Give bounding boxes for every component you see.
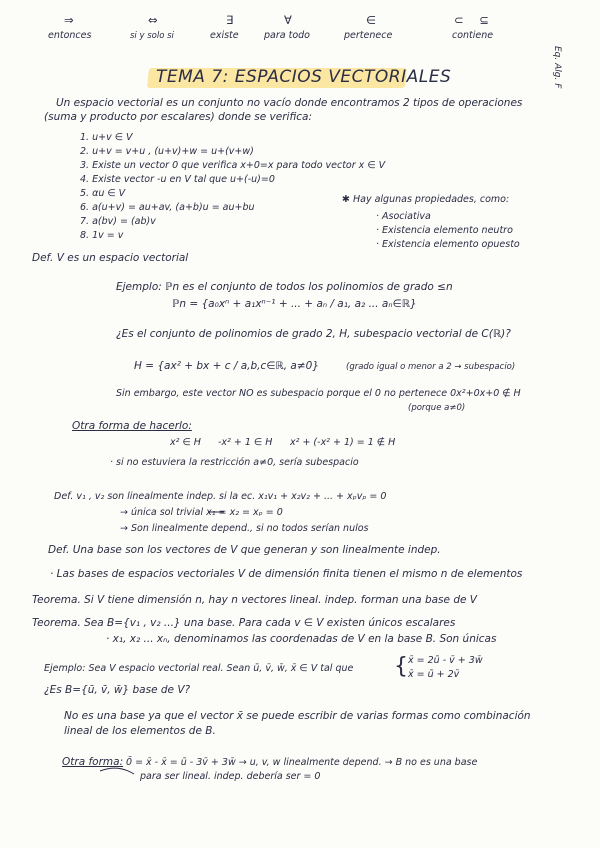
bases-note: · Las bases de espacios vectoriales V de dimensión finita tienen el mismo n de elementos (50, 568, 523, 580)
implies-symbol: ⇒ (64, 13, 74, 27)
subset-meaning: contiene (452, 30, 494, 41)
forall-symbol: ∀ (284, 13, 292, 27)
other-way-expr: -x² + 1 ∈ H (218, 437, 273, 448)
other-way2-line1: 0̄ = x̄ - x̄ = ū - 3v̄ + 3w̄ → u, v, w linealmente depend. → B no es una base (126, 757, 478, 768)
example2-system-eq2: x̄ = ū + 2v̄ (408, 669, 460, 680)
curved-arrow-stroke (100, 768, 134, 774)
axiom-item: 5. αu ∈ V (80, 188, 126, 199)
property-item: · Existencia elemento opuesto (376, 239, 520, 250)
def-independence-line1: Def. v₁ , v₂ son linealmente indep. si la ec. x₁v₁ + x₂v₂ + ... + xₚvₚ = 0 (54, 491, 387, 502)
side-note: Eq. Alg. F (552, 46, 562, 89)
other-way-expr: x² ∈ H (170, 437, 201, 448)
exists-symbol: ∃ (226, 13, 234, 27)
other-way-label: Otra forma de hacerlo: (72, 420, 192, 432)
in-symbol: ∈ (366, 13, 377, 27)
axiom-item: 1. u+v ∈ V (80, 132, 133, 143)
exists-meaning: existe (210, 30, 239, 41)
example1-answer: Sin embargo, este vector NO es subespacio porque el 0 no pertenece 0x²+0x+0 ∉ H (116, 388, 521, 399)
example2-answer-line2: lineal de los elementos de B. (64, 725, 216, 737)
example2-system-eq1: x̄ = 2ū - v̄ + 3w̄ (408, 655, 483, 666)
theorem-1: Teorema. Si V tiene dimensión n, hay n vectores lineal. indep. forman una base de V (32, 594, 477, 606)
title-text: TEMA 7: ESPACIOS VECTORIALES (156, 67, 452, 87)
example2-question: ¿Es B={ū, v̄, w̄} base de V? (44, 684, 191, 696)
axiom-item: 2. u+v = v+u , (u+v)+w = u+(v+w) (80, 146, 254, 157)
def-independence-line2: → única sol trivial x₁ = x₂ = xₚ = 0 (120, 507, 283, 518)
implies-meaning: entonces (48, 30, 92, 41)
def-independence-line3: → Son linealmente depend., si no todos serían nulos (120, 523, 369, 534)
axiom-item: 8. 1v = v (80, 230, 124, 241)
other-way2-line2: para ser lineal. indep. debería ser = 0 (140, 771, 321, 782)
other-way-expr: x² + (-x² + 1) = 1 ∉ H (290, 437, 396, 448)
example2-line1: Ejemplo: Sea V espacio vectorial real. Sean ū, v̄, w̄, x̄ ∈ V tal que (44, 663, 354, 674)
theorem-2-line2: · x₁, x₂ ... xₙ, denominamos las coordenadas de V en la base B. Son únicas (106, 633, 497, 645)
example1-question: ¿Es el conjunto de polinomios de grado 2, H, subespacio vectorial de C(ℝ)? (116, 328, 511, 340)
intro-line-1: Un espacio vectorial es un conjunto no vacío donde encontramos 2 tipos de operaciones (56, 97, 523, 109)
intro-line-2: (suma y producto por escalares) donde se verifica: (44, 111, 312, 123)
axiom-item: 4. Existe vector -u en V tal que u+(-u)=0 (80, 174, 275, 185)
axiom-item: 7. a(bv) = (ab)v (80, 216, 156, 227)
example1-set-note: (grado igual o menor a 2 → subespacio) (346, 362, 516, 372)
example1-line1: Ejemplo: ℙn es el conjunto de todos los polinomios de grado ≤n (116, 281, 453, 293)
property-item: · Existencia elemento neutro (376, 225, 513, 236)
axiom-item: 6. a(u+v) = au+av, (a+b)u = au+bu (80, 202, 255, 213)
example1-formula: ℙn = {a₀xⁿ + a₁xⁿ⁻¹ + ... + aₙ / a₁, a₂ ... aₙ∈ℝ} (172, 298, 417, 310)
subset-symbol: ⊂ ⊆ (454, 13, 495, 27)
example1-set: H = {ax² + bx + c / a,b,c∈ℝ, a≠0} (134, 360, 319, 372)
property-item: · Asociativa (376, 211, 431, 222)
definition-vector-space: Def. V es un espacio vectorial (32, 252, 189, 264)
forall-meaning: para todo (264, 30, 310, 41)
def-base: Def. Una base son los vectores de V que generan y son linealmente indep. (48, 544, 441, 556)
other-way2-label: Otra forma: (62, 756, 124, 768)
system-brace: { (394, 654, 408, 679)
other-way-note: · si no estuviera la restricción a≠0, sería subespacio (110, 457, 359, 468)
iff-symbol: ⇔ (148, 13, 158, 27)
in-meaning: pertenece (344, 30, 393, 41)
iff-meaning: si y solo si (130, 31, 174, 41)
axiom-item: 3. Existe un vector 0 que verifica x+0=x para todo vector x ∈ V (80, 160, 386, 171)
example2-answer-line1: No es una base ya que el vector x̄ se puede escribir de varias formas como combinación (64, 710, 531, 722)
theorem-2-line1: Teorema. Sea B={v₁ , v₂ ...} una base. Para cada v ∈ V existen únicos escalares (32, 617, 456, 629)
properties-heading: ✱ Hay algunas propiedades, como: (342, 194, 510, 205)
example1-answer-note: (porque a≠0) (408, 403, 466, 413)
